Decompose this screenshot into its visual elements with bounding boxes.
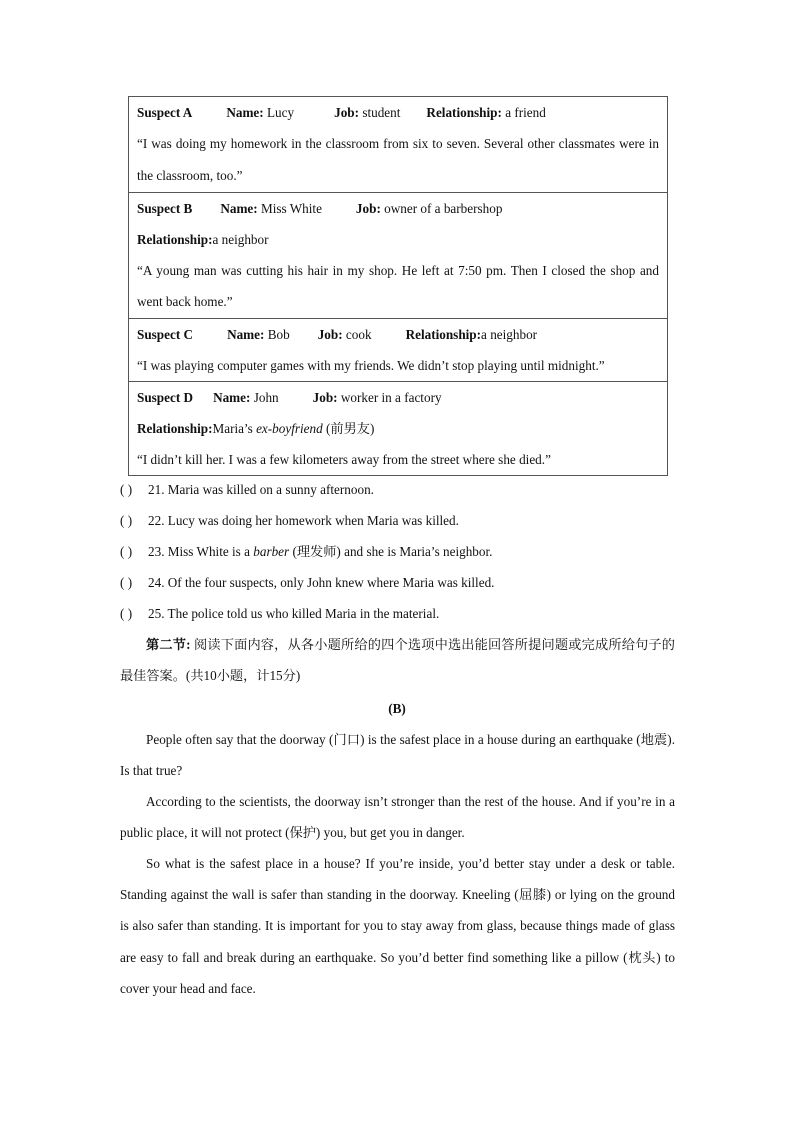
question-22 [120, 505, 459, 536]
suspect-name: Miss White [260, 201, 322, 216]
suspect-d-quote: “I didn’t kill her. I was a few kilometers away from the street where she died.” [137, 452, 551, 467]
answer-blank[interactable]: ( ) [120, 575, 133, 590]
relationship-label: Relationship: [137, 232, 213, 247]
suspect-c-info [137, 319, 659, 350]
answer-blank[interactable]: ( ) [120, 513, 133, 528]
suspect-d-block [129, 381, 667, 475]
answer-blank[interactable]: ( ) [120, 606, 133, 621]
question-21 [120, 474, 374, 505]
name-label: Name: [220, 201, 258, 216]
answer-blank[interactable]: ( ) [120, 482, 133, 497]
job-label: Job: [312, 390, 338, 405]
suspect-b-block [129, 192, 667, 318]
name-label: Name: [227, 327, 265, 342]
suspect-job: cook [345, 327, 372, 342]
question-text-a: 23. Miss White is a [148, 544, 254, 559]
suspect-name: Lucy [266, 105, 295, 120]
suspect-job: owner of a barbershop [384, 201, 503, 216]
suspect-d-info [137, 382, 659, 413]
relationship-label: Relationship: [426, 105, 502, 120]
question-text-italic: barber [253, 544, 290, 559]
suspect-d-relationship [137, 413, 659, 444]
passage-title: (B) [388, 701, 406, 716]
suspect-label: Suspect A [137, 105, 193, 120]
relationship-suffix: (前男友) [322, 421, 375, 436]
question-24 [120, 567, 494, 598]
suspect-a-info [137, 97, 659, 128]
suspect-relationship: a friend [505, 105, 546, 120]
suspect-relationship: a neighbor [481, 327, 538, 342]
suspect-b-relationship [137, 224, 659, 255]
answer-blank[interactable]: ( ) [120, 544, 133, 559]
suspect-relationship: a neighbor [212, 232, 269, 247]
question-23 [120, 536, 492, 567]
name-label: Name: [226, 105, 264, 120]
suspect-a-quote: “I was doing my homework in the classroom from six to seven. Several other classmates were in the classroom, too.” [137, 136, 659, 183]
job-label: Job: [355, 201, 381, 216]
question-25 [120, 598, 439, 629]
question-text: 25. The police told us who killed Maria in the material. [148, 606, 440, 621]
question-text: 22. Lucy was doing her homework when Maria was killed. [148, 513, 459, 528]
relationship-prefix: Maria’s [212, 421, 257, 436]
passage-paragraph-3: So what is the safest place in a house? If you’re inside, you’d better stay under a desk or table. Standing against the wall is safer than standing in the doorway. Kneeling (屈膝) or lying on the ground is also safer than standing. It is important for you to stay away from glass, because things made of glass are easy to fall and break during an earthquake. So you’d better find something like a pillow (枕头) to cover your head and face. [120, 856, 675, 996]
passage-paragraph-1: People often say that the doorway (门口) is the safest place in a house during an earthquake (地震). Is that true? [120, 732, 675, 779]
relationship-label: Relationship: [405, 327, 482, 342]
suspect-a-block [129, 97, 667, 192]
section-2-instruction [120, 629, 675, 691]
name-label: Name: [213, 390, 251, 405]
suspect-b-quote: “A young man was cutting his hair in my shop. He left at 7:50 pm. Then I closed the shop and went back home.” [137, 263, 659, 309]
suspect-b-info [137, 193, 659, 224]
passage-paragraph-2: According to the scientists, the doorway isn’t stronger than the rest of the house. And if you’re in a public place, it will not protect (保护) you, but get you in danger. [120, 794, 675, 841]
suspect-label: Suspect C [137, 327, 194, 342]
suspects-table [128, 96, 668, 476]
question-text: 24. Of the four suspects, only John knew where Maria was killed. [148, 575, 495, 590]
job-label: Job: [317, 327, 343, 342]
relationship-label: Relationship: [137, 421, 213, 436]
suspect-c-block [129, 318, 667, 381]
section-instruction: 阅读下面内容，从各小题所给的四个选项中选出能回答所提问题或完成所给句子的最佳答案。(共10小题，计15分) [120, 637, 675, 684]
suspect-label: Suspect D [137, 390, 194, 405]
suspect-name: Bob [267, 327, 290, 342]
job-label: Job: [334, 105, 360, 120]
question-text-b: (理发师) and she is Maria’s neighbor. [289, 544, 493, 559]
relationship-italic: ex-boyfriend [256, 421, 323, 436]
suspect-label: Suspect B [137, 201, 193, 216]
suspect-job: worker in a factory [340, 390, 442, 405]
question-text: 21. Maria was killed on a sunny afternoon. [148, 482, 374, 497]
suspect-c-quote: “I was playing computer games with my friends. We didn’t stop playing until midnight.” [137, 358, 605, 373]
suspect-job: student [362, 105, 401, 120]
suspect-name: John [253, 390, 279, 405]
section-heading: 第二节: [146, 637, 191, 652]
